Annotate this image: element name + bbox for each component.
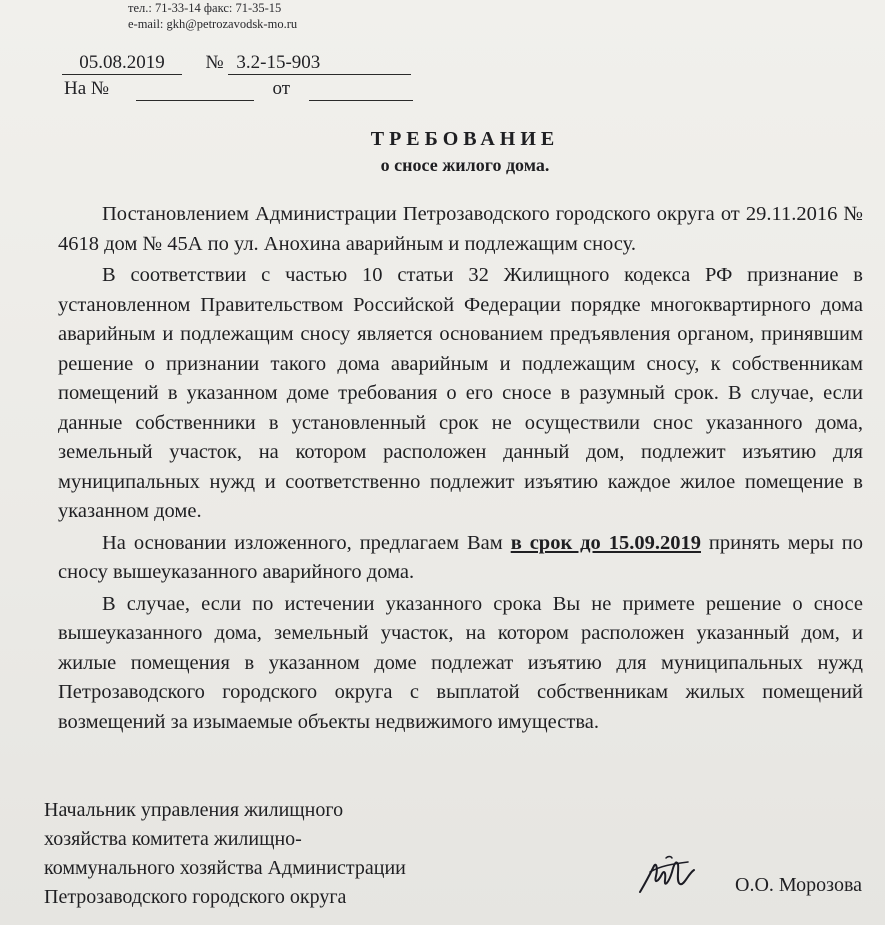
position-line-4: Петрозаводского городского округа [44, 886, 347, 908]
number-sign: № [205, 52, 224, 73]
paragraph-resolution: Постановлением Администрации Петрозаводского городского округа от 29.11.2016 № 4618 дом № 45А по ул. Анохина аварийным и подлежащим сносу. [58, 203, 863, 255]
letter-date: 05.08.2019 [62, 52, 182, 75]
document-title: ТРЕБОВАНИЕ [370, 128, 560, 150]
position-line-3: коммунального хозяйства Администрации [44, 857, 406, 879]
signatory-position [44, 796, 406, 912]
demand-text-start: На основании изложенного, предлагаем Вам [102, 531, 511, 554]
reply-date-blank [309, 78, 413, 101]
reply-number-blank [136, 78, 254, 101]
email-line: e-mail: gkh@petrozavodsk-mo.ru [128, 17, 298, 31]
letter-number: 3.2-15-903 [228, 52, 411, 75]
letterhead-contacts [128, 0, 297, 32]
paragraph-legal-basis: В соответствии с частью 10 статьи 32 Жилищного кодекса РФ признание в установленном Правительством Российской Федерации порядке многоквартирного дома аварийным и подлежащим сносу является основанием предъявления органом, принявшим решение о признании такого дома аварийным и подлежащим сносу, к собственникам помещений в указанном доме требования о его сносе в разумный срок. В случае, если данные собственники в установленный срок не осуществили снос указанного дома, земельный участок, на котором расположен данный дом, подлежит изъятию для муниципальных нужд и соответственно подлежит изъятию каждое жилое помещение в указанном доме. [58, 264, 863, 522]
document-body [58, 200, 863, 737]
position-line-1: Начальник управления жилищного [44, 799, 344, 821]
deadline-highlight: в срок до 15.09.2019 [510, 531, 701, 554]
demand-text-end: принять меры по сносу вышеуказанного аварийного дома. [58, 531, 863, 583]
phone-fax-line: тел.: 71-33-14 факс: 71-35-15 [128, 1, 282, 15]
reply-to-label: На № [64, 78, 110, 99]
paragraph-consequences: В случае, если по истечении указанного срока Вы не примете решение о сносе вышеуказанного дома, земельный участок, на котором расположен указанный дом, и жилые помещения в указанном доме подлежат изъятию для муниципальных нужд Петрозаводского городского округа с выплатой собственникам жилых помещений возмещений за изымаемые объекты недвижимого имущества. [58, 592, 863, 733]
position-line-2: хозяйства комитета жилищно- [44, 828, 302, 850]
registration-line [62, 52, 411, 75]
reply-reference-line [64, 78, 413, 101]
signer-name: О.О. Морозова [735, 874, 863, 896]
handwritten-signature [636, 852, 698, 900]
paragraph-demand [58, 529, 863, 588]
from-label: от [272, 78, 291, 99]
document-subtitle: о сносе жилого дома. [380, 155, 550, 175]
